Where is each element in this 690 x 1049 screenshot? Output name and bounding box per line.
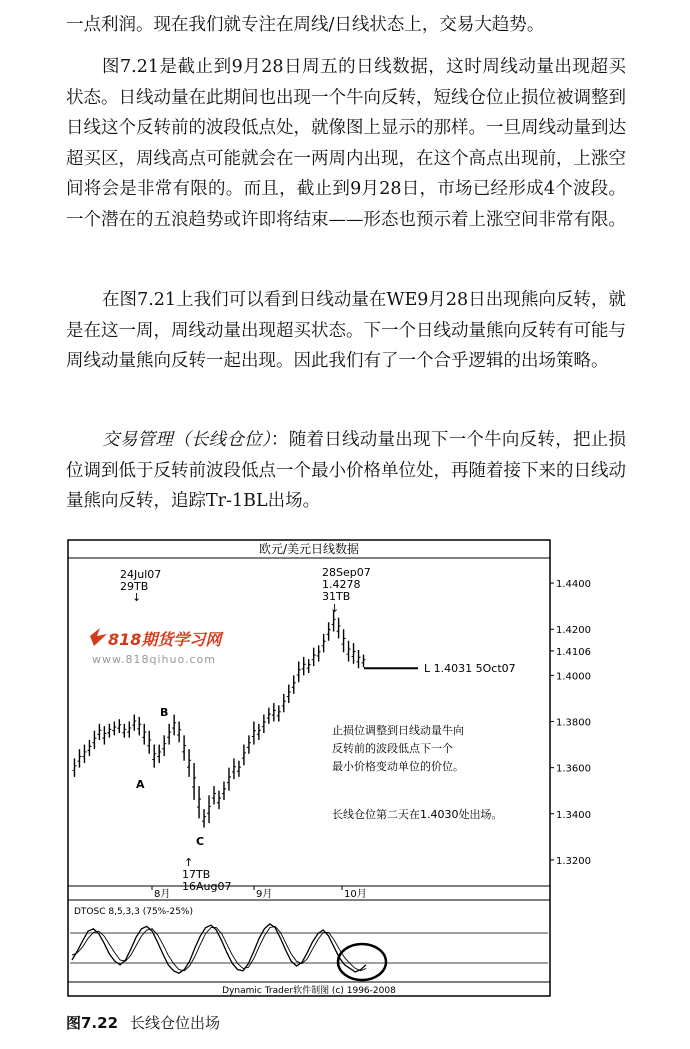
- y-tick-label: 1.3200: [556, 855, 591, 867]
- watermark-logo-text: 818期货学习网: [108, 630, 222, 649]
- chart-title: 欧元/美元日线数据: [258, 542, 360, 556]
- y-tick-label: 1.4400: [556, 579, 591, 591]
- figure-chart: [66, 538, 626, 998]
- y-tick-label: 1.3400: [556, 809, 591, 821]
- software-footer: Dynamic Trader软件制图 (c) 1996-2008: [222, 986, 396, 996]
- month-label-oct: 10月: [344, 889, 367, 900]
- note-line-1: 止损位调整到日线动量牛向: [332, 724, 464, 737]
- annot-peak-price: 1.4278: [322, 578, 361, 591]
- note-line-2: 反转前的波段低点下一个: [332, 742, 453, 755]
- y-tick-label: 1.3600: [556, 763, 591, 775]
- wave-label-b: B: [160, 706, 169, 719]
- down-arrow-icon-peak: ↓: [330, 602, 340, 615]
- price-chart-svg: [66, 538, 626, 998]
- watermark-logo: [90, 628, 224, 666]
- annot-28sep07: 28Sep07: [322, 566, 371, 579]
- y-tick-label: 1.4000: [556, 671, 591, 683]
- up-arrow-icon-low: ↑: [184, 856, 194, 869]
- annot-16aug07: 16Aug07: [182, 880, 232, 893]
- trade-management-text: ：随着日线动量出现下一个牛向反转，把止损位调到低于反转前波段低点一个最小价格单位处，再随着接下来的日线动量熊向反转，追踪Tr-1BL出场。: [66, 430, 626, 511]
- figure-caption: [66, 1012, 220, 1033]
- caption-number: 图7.22: [66, 1014, 119, 1032]
- y-tick-label: 1.4200: [556, 625, 591, 637]
- watermark-url: www.818qihuo.com: [92, 653, 216, 666]
- month-label-aug: 8月: [154, 889, 171, 900]
- note-line-3: 最小价格变动单位的价位。: [332, 760, 464, 773]
- chart-frame: [68, 540, 550, 996]
- trade-management-lead: 交易管理（长线仓位）: [102, 430, 271, 450]
- annot-24jul07: 24Jul07: [120, 568, 162, 581]
- down-arrow-icon-left: ↓: [132, 591, 142, 604]
- oscillator-label: DTOSC 8,5,3,3 (75%-25%): [74, 907, 193, 917]
- wave-label-c: C: [196, 835, 205, 848]
- wave-label-a: A: [136, 778, 145, 791]
- stop-level-label: L 1.4031 5Oct07: [424, 662, 516, 676]
- month-label-sep: 9月: [256, 889, 273, 900]
- annot-17tb: 17TB: [182, 868, 211, 881]
- y-tick-label: 1.4106: [556, 646, 591, 658]
- annot-31tb: 31TB: [322, 590, 351, 603]
- paragraph-1: 一点利润。现在我们就专注在周线/日线状态上，交易大趋势。: [66, 15, 545, 35]
- paragraph-2: 图7.21是截止到9月28日周五的日线数据，这时周线动量出现超买状态。日线动量在此期间也出现一个牛向反转，短线仓位止损位被调整到日线这个反转前的波段低点处，就像图上显示的那样。一旦周线动量到达超买区，周线高点可能就会在一两周内出现，在这个高点出现前，上涨空间将会是非常有限的。而且，截止到9月28日，市场已经形成4个波段。一个潜在的五浪趋势或许即将结束——形态也预示着上涨空间非常有限。: [66, 57, 626, 230]
- annot-29tb: 29TB: [120, 580, 149, 593]
- paragraph-3: 在图7.21上我们可以看到日线动量在WE9月28日出现熊向反转，就是在这一周，周线动量出现超买状态。下一个日线动量熊向反转有可能与周线动量熊向反转一起出现。因此我们有了一个合乎逻辑的出场策略。: [66, 290, 626, 371]
- note-exit: 长线仓位第二天在1.4030处出场。: [332, 808, 503, 821]
- y-tick-label: 1.3800: [556, 717, 591, 729]
- paragraph-4: [66, 425, 626, 517]
- caption-text: 长线仓位出场: [130, 1014, 221, 1032]
- y-axis-group: [550, 558, 591, 886]
